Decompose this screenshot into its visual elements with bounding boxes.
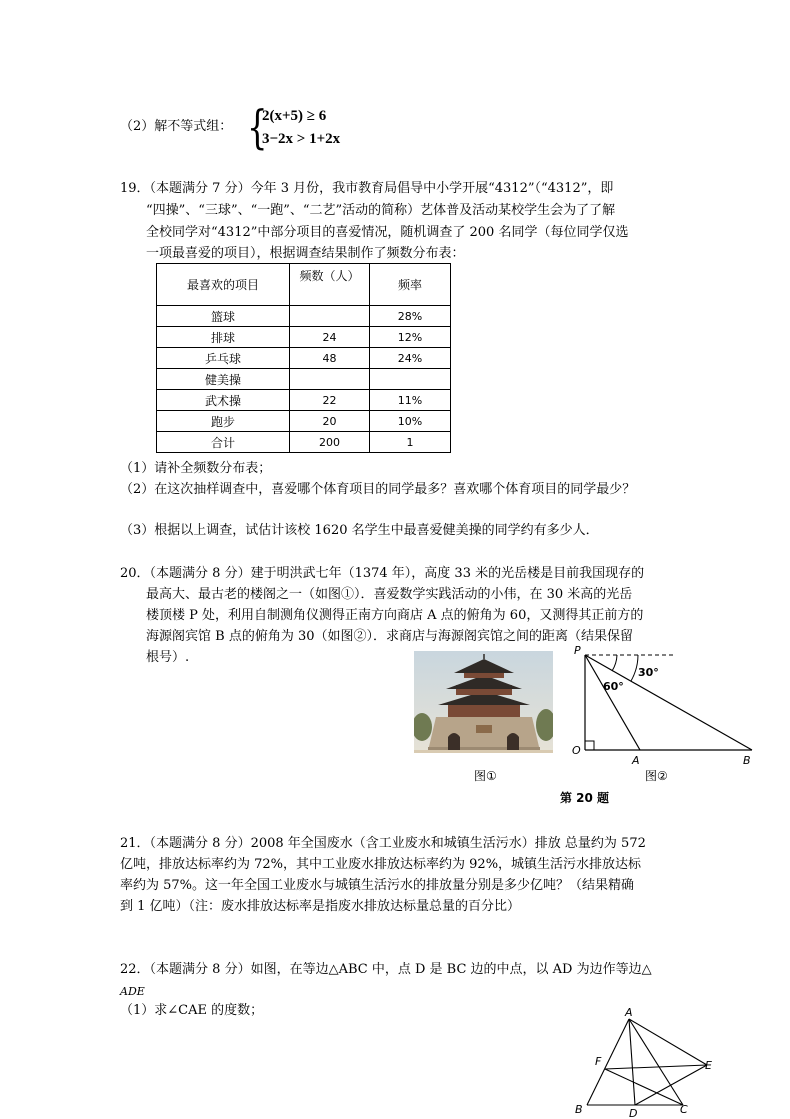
system-brace: { <box>247 100 268 154</box>
table-cell: 健美操 <box>157 369 290 390</box>
label-d: D <box>629 1107 638 1119</box>
table-cell <box>290 306 370 327</box>
table-header-cell: 频数（人） <box>290 264 370 306</box>
label-b: B <box>575 1103 583 1116</box>
q19-sub-1: （1）请补全频数分布表； <box>120 461 272 476</box>
tower-photo <box>414 651 553 753</box>
angle-arc-60 <box>612 655 617 671</box>
table-cell: 11% <box>370 390 451 411</box>
label-a: A <box>625 1006 633 1019</box>
right-angle-mark <box>585 741 594 750</box>
table-cell: 武术操 <box>157 390 290 411</box>
q21-line-1: 21．（本题满分 8 分）2008 年全国废水（含工业废水和城镇生活污水）排放 总量约为 572 <box>120 836 646 851</box>
table-cell: 篮球 <box>157 306 290 327</box>
table-header-cell: 频率 <box>370 264 451 306</box>
table-cell: 20 <box>290 411 370 432</box>
inequality-2: 3−2x > 1+2x <box>262 131 341 147</box>
table-row <box>157 348 451 369</box>
q22-line-1: 22．（本题满分 8 分）如图，在等边△ABC 中，点 D 是 BC 边的中点，以 AD 为边作等边△ <box>120 962 652 977</box>
table-row <box>157 369 451 390</box>
label-angle-60: 60° <box>603 680 624 693</box>
inequality-1: 2(x+5) ≥ 6 <box>262 108 327 124</box>
segment-ae <box>629 1019 707 1065</box>
label-f: F <box>595 1055 602 1068</box>
figure-1-caption: 图① <box>474 769 497 783</box>
figure-title: 第 20 题 <box>560 791 610 805</box>
table-header-cell: 最喜欢的项目 <box>157 264 290 306</box>
table-row <box>157 306 451 327</box>
segment-ab <box>587 1019 629 1105</box>
table-cell: 跑步 <box>157 411 290 432</box>
table-cell: 乒乓球 <box>157 348 290 369</box>
table-cell: 排球 <box>157 327 290 348</box>
label-angle-30: 30° <box>638 666 659 679</box>
q22-sub-1: （1）求∠CAE 的度数； <box>120 1003 264 1018</box>
q22-line-2: ADE <box>120 985 145 998</box>
table-cell: 24% <box>370 348 451 369</box>
q19-line-4: 一项最喜爱的项目），根据调查结果制作了频数分布表： <box>146 246 465 261</box>
q19-sub-3: （3）根据以上调查，试估计该校 1620 名学生中最喜爱健美操的同学约有多少人． <box>120 523 599 538</box>
label-a: A <box>632 754 640 767</box>
table-cell <box>370 369 451 390</box>
table-cell: 24 <box>290 327 370 348</box>
angle-arc-30 <box>631 655 638 681</box>
angle-diagram <box>560 640 770 770</box>
table-cell: 48 <box>290 348 370 369</box>
q21-line-4: 到 1 亿吨）（注：废水排放达标率是指废水排放达标量总量的百分比） <box>120 899 521 914</box>
table-header-row <box>157 264 451 306</box>
frequency-table <box>156 263 451 453</box>
label-p: P <box>574 644 581 657</box>
q20-line-4: 海源阁宾馆 B 点的俯角为 30（如图②）．求商店与海源阁宾馆之间的距离（结果保留 <box>146 629 633 644</box>
q18-part2-label: （2）解不等式组： <box>120 119 233 134</box>
segment-fe <box>605 1065 707 1069</box>
q21-line-3: 率约为 57%。这一年全国工业废水与城镇生活污水的排放量分别是多少亿吨？（结果精确 <box>120 878 635 893</box>
q21-line-2: 亿吨，排放达标率约为 72%，其中工业废水排放达标率约为 92%，城镇生活污水排放达标 <box>120 857 642 872</box>
q20-line-3: 楼顶楼 P 处，利用自制测角仪测得正南方向商店 A 点的俯角为 60，又测得其正前方的 <box>146 608 644 623</box>
table-cell <box>290 369 370 390</box>
q19-line-2: “四操”、“三球”、“一跑”、“二艺”活动的简称）艺体普及活动某校学生会为了了解 <box>146 203 616 218</box>
table-cell: 10% <box>370 411 451 432</box>
table-cell: 12% <box>370 327 451 348</box>
table-cell: 1 <box>370 432 451 453</box>
table-cell: 合计 <box>157 432 290 453</box>
triangle-diagram <box>565 1005 725 1119</box>
table-cell: 22 <box>290 390 370 411</box>
q19-sub-2: （2）在这次抽样调查中，喜爱哪个体育项目的同学最多？喜欢哪个体育项目的同学最少？ <box>120 482 636 497</box>
label-e: E <box>705 1059 712 1072</box>
label-o: O <box>572 744 581 757</box>
table-cell: 200 <box>290 432 370 453</box>
table-row <box>157 411 451 432</box>
q20-line-5: 根号）. <box>146 650 190 665</box>
q19-line-3: 全校同学对“4312”中部分项目的喜爱情况，随机调查了 200 名同学（每位同学仅选 <box>146 225 629 240</box>
label-b: B <box>743 754 751 767</box>
q20-line-2: 最高大、最古老的楼阁之一（如图①）．喜爱数学实践活动的小伟，在 30 米高的光岳 <box>146 587 633 602</box>
segment-pb <box>585 655 752 750</box>
figure-2-caption: 图② <box>645 769 668 783</box>
table-cell: 28% <box>370 306 451 327</box>
label-c: C <box>680 1103 688 1116</box>
table-row <box>157 432 451 453</box>
segment-ad <box>629 1019 635 1105</box>
q19-line-1: 19．（本题满分 7 分）今年 3 月份，我市教育局倡导中小学开展“4312”（“4312”，即 <box>120 181 614 196</box>
table-row <box>157 390 451 411</box>
q20-line-1: 20．（本题满分 8 分）建于明洪武七年（1374 年），高度 33 米的光岳楼是目前我国现存的 <box>120 566 645 581</box>
table-row <box>157 327 451 348</box>
